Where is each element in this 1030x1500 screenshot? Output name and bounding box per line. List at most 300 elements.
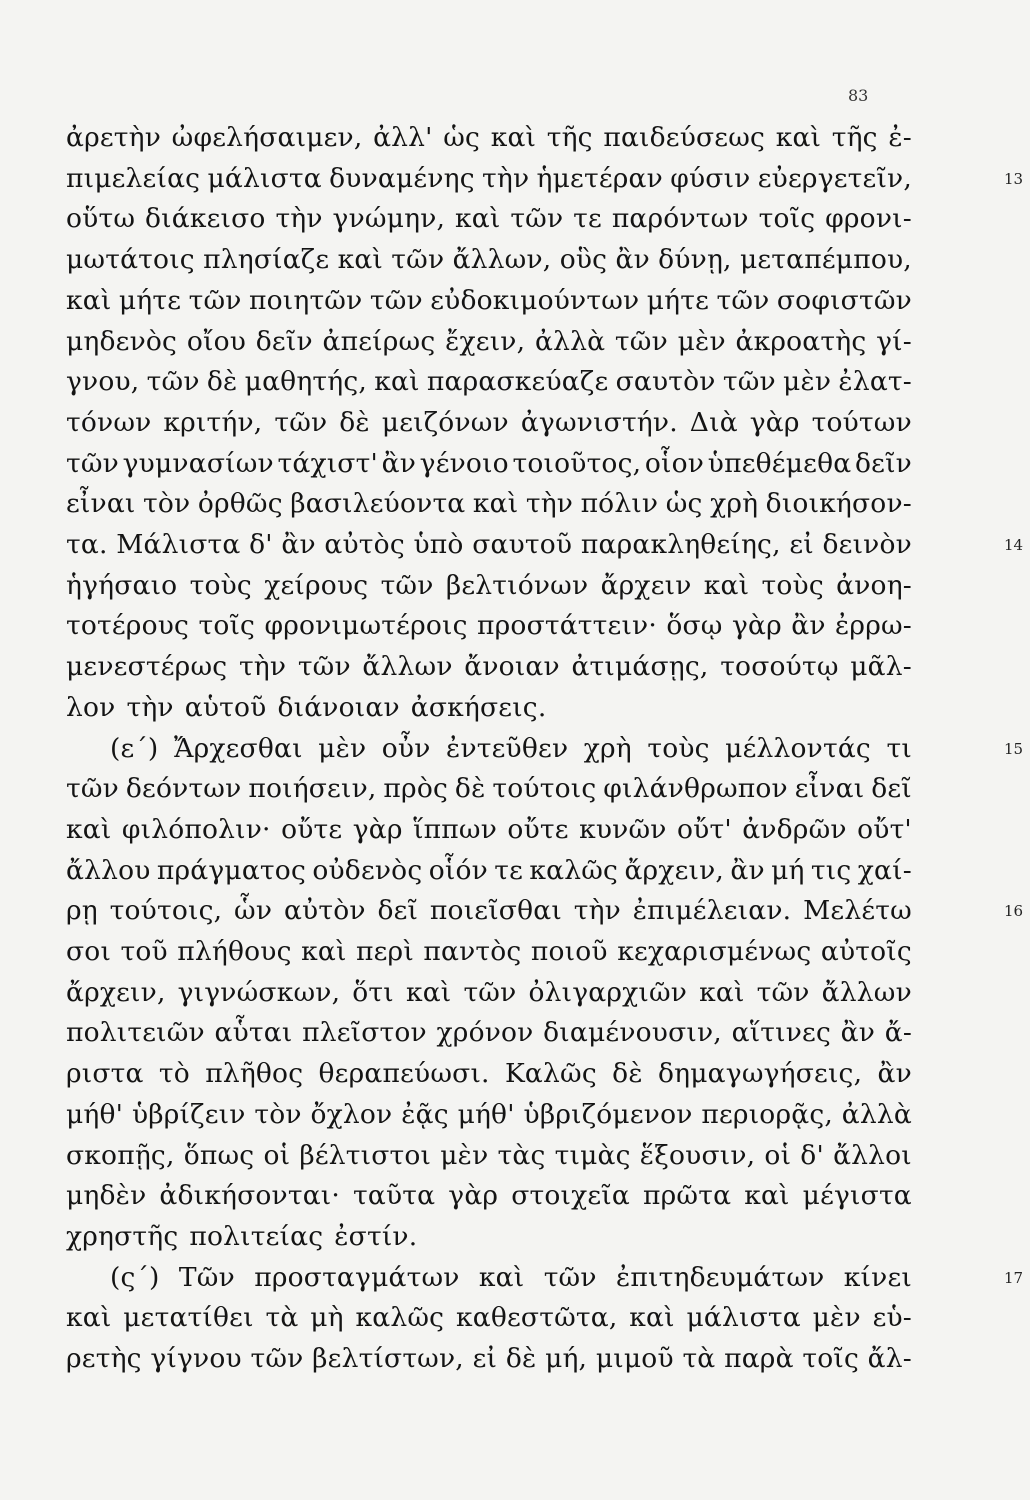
word: εὐεργετεῖν, <box>757 162 912 194</box>
word: καὶ <box>66 1302 112 1334</box>
word: ἀρετὴν <box>66 122 162 153</box>
word: περὶ <box>356 936 414 967</box>
word: αὐτὸς <box>324 529 405 560</box>
word: τῶν <box>369 284 423 316</box>
word: ἡμετέραν <box>536 162 663 194</box>
word: ἐστίν. <box>334 1220 418 1252</box>
word: τῶν <box>510 203 564 235</box>
word: ἄρχειν <box>600 569 692 601</box>
word: τις <box>810 854 852 886</box>
word: γνώμην, <box>332 203 446 235</box>
word: μὴ <box>310 1302 344 1334</box>
word: ἐ- <box>888 122 912 153</box>
word: πράγματος <box>156 854 306 886</box>
word: πλεῖστον <box>302 1017 427 1049</box>
word: εὑ- <box>872 1302 912 1334</box>
word: σοφιστῶν <box>776 284 912 316</box>
word: τῶν <box>716 284 770 316</box>
word: καθεστῶτα, <box>455 1302 618 1334</box>
word: ρετὴς <box>66 1343 142 1374</box>
text-line <box>66 769 912 809</box>
text-line <box>66 606 912 646</box>
word: τῆς <box>546 122 593 153</box>
word: καὶ <box>629 1302 675 1334</box>
word: μέγιστα <box>802 1180 912 1212</box>
text-line <box>66 1217 428 1257</box>
word: ἀτιμάσῃς, <box>571 651 709 683</box>
word: ἄλλοι <box>833 1139 912 1171</box>
word: ρῃ <box>66 895 98 927</box>
word: ὀρθῶς <box>197 488 283 520</box>
word: τοτέρους <box>66 610 190 642</box>
word: μᾶλ- <box>850 651 912 683</box>
word: ἂν <box>730 854 765 886</box>
word: τοὺς <box>761 569 824 601</box>
word: κεχαρισμένως <box>617 936 812 967</box>
word: οἷον <box>644 447 705 479</box>
word: καὶ <box>301 936 347 967</box>
word: παρὰ <box>724 1343 794 1374</box>
word: δὲ <box>454 773 486 805</box>
word: φύσιν <box>670 162 751 194</box>
word: παρασκεύαζε <box>426 366 609 398</box>
word: ἀκροατὴς <box>735 325 867 357</box>
word: ἀδικήσονται· <box>159 1180 341 1212</box>
word: τῶν <box>756 976 810 1008</box>
word: ἐρρω- <box>835 610 912 642</box>
text-line <box>66 851 912 891</box>
word: τῶν <box>463 976 517 1008</box>
word: παντὸς <box>423 936 522 967</box>
word: δὲ <box>505 1343 537 1374</box>
word: ἐντεῦθεν <box>446 732 569 764</box>
word: μάλιστα <box>686 1302 801 1334</box>
text-line <box>66 159 912 199</box>
word: τῶν <box>614 325 668 357</box>
word: τῶν <box>297 651 351 683</box>
word: τοὺς <box>189 569 252 601</box>
word: Ἄρχεσθαι <box>173 732 303 764</box>
word: εἰ <box>472 1343 498 1374</box>
word: τούτοις <box>492 773 597 805</box>
text-line <box>66 647 912 687</box>
word: ὑβριζόμενον <box>523 1098 693 1130</box>
word: τοῦ <box>120 936 168 967</box>
word: τὴν <box>238 651 287 683</box>
word: ἄλλου <box>66 854 151 886</box>
word: γένοιο <box>419 447 509 479</box>
word: οὐδενὸς <box>312 854 423 886</box>
word: τῶν <box>66 773 119 805</box>
word: ὄχλον <box>310 1098 393 1130</box>
word: δυναμένης <box>329 162 475 194</box>
word: καὶ <box>699 976 745 1008</box>
word: κριτήν, <box>163 406 263 438</box>
word: τῶν <box>66 447 119 479</box>
word: τῶν <box>380 569 434 601</box>
word: ἐπιτηδευμάτων <box>616 1261 825 1293</box>
word: διοικήσον- <box>765 488 912 520</box>
word: ἀνδρῶν <box>742 813 847 845</box>
text-line <box>66 973 912 1013</box>
word: ὡς <box>665 488 703 520</box>
section-number: 16 <box>1004 902 1024 921</box>
word: ὅσῳ <box>666 610 723 642</box>
word: ἂν <box>877 1058 912 1090</box>
word: ὅπως <box>183 1139 255 1171</box>
word: οἱ <box>263 1139 291 1171</box>
word: ἀσκήσεις. <box>410 691 547 723</box>
word: Μελέτω <box>803 895 912 927</box>
word: ἐᾷς <box>401 1098 449 1130</box>
word: γὰρ <box>448 1180 499 1212</box>
text-line <box>66 444 912 484</box>
word: εἶναι <box>794 773 865 805</box>
word: διάνοιαν <box>277 691 400 723</box>
word: τα. <box>66 529 108 560</box>
word: δ' <box>800 1139 824 1171</box>
word: δεῖ <box>871 773 912 805</box>
word: θεραπεύωσι. <box>318 1058 490 1090</box>
word: οὖν <box>381 732 431 764</box>
word: οἷόν <box>428 854 488 886</box>
text-line <box>66 322 912 362</box>
word: τῶν <box>722 366 776 398</box>
word: μάλιστα <box>207 162 322 194</box>
word: εἶναι <box>66 488 136 520</box>
word: τὸν <box>254 1098 302 1130</box>
word: ἄλλων <box>362 651 453 683</box>
page-number: 83 <box>848 86 869 105</box>
word: λον <box>66 691 116 723</box>
word: τοῖς <box>198 610 256 642</box>
word: τὴν <box>525 488 574 520</box>
word: τι <box>886 732 912 764</box>
word: ἐπιμέλειαν. <box>632 895 792 927</box>
word: Τῶν <box>178 1261 235 1293</box>
text-line <box>110 1258 912 1298</box>
word: οὔτ' <box>857 813 912 845</box>
word: μὲν <box>318 732 367 764</box>
word: πολιτειῶν <box>66 1017 205 1049</box>
text-line <box>66 810 912 850</box>
word: κυνῶν <box>579 813 667 845</box>
text-line <box>66 362 912 402</box>
word: καὶ <box>775 122 822 153</box>
word: οἴου <box>186 325 247 357</box>
word: αὑτοῦ <box>184 691 267 723</box>
text-line <box>66 403 912 443</box>
word: ποιεῖσθαι <box>429 895 562 927</box>
word: προστάττειν· <box>477 610 657 642</box>
text-line <box>110 729 912 769</box>
word: εἰ <box>789 529 814 560</box>
word: γί- <box>876 325 912 357</box>
word: τοιοῦτος, <box>512 447 642 479</box>
word: τῶν <box>250 1343 304 1374</box>
word: κίνει <box>843 1261 912 1293</box>
word: μὲν <box>677 325 726 357</box>
word: (ς΄) <box>110 1261 160 1293</box>
word: καλῶς <box>529 854 619 886</box>
word: τοὺς <box>647 732 710 764</box>
word: τῆς <box>831 122 878 153</box>
word: ὅτι <box>352 976 394 1008</box>
word: ἄλλων <box>821 976 912 1008</box>
word: ποιητῶν <box>249 284 363 316</box>
word: χρόνον <box>436 1017 534 1049</box>
word: μηδὲν <box>66 1180 147 1212</box>
text-line <box>66 484 912 524</box>
word: οὔτε <box>507 813 569 845</box>
word: καὶ <box>337 244 384 276</box>
word: μή, <box>545 1343 588 1374</box>
word: καὶ <box>744 1180 790 1212</box>
word: ἀπείρως <box>322 325 436 357</box>
word: μὲν <box>783 366 832 398</box>
word: μειζόνων <box>381 406 509 438</box>
word: μήθ' <box>66 1098 124 1130</box>
word: ὀλιγαρχιῶν <box>528 976 688 1008</box>
word: σαυτὸν <box>615 366 716 398</box>
word: μεταπέμπου, <box>739 244 912 276</box>
word: οὔτ' <box>677 813 732 845</box>
text-line <box>66 1095 912 1135</box>
word: περιορᾷς, <box>701 1098 833 1130</box>
word: ὠφελήσαιμεν, <box>171 122 363 153</box>
section-number: 17 <box>1004 1268 1024 1287</box>
word: διαμένουσιν, <box>543 1017 722 1049</box>
word: Διὰ <box>689 406 738 438</box>
word: γὰρ <box>749 406 800 438</box>
text-line <box>66 1339 912 1379</box>
word: δὲ <box>339 406 370 438</box>
word: σκοπῇς, <box>66 1139 175 1171</box>
word: δ' <box>249 529 273 560</box>
word: ἄ- <box>884 1017 912 1049</box>
word: μή <box>771 854 805 886</box>
word: δεινὸν <box>822 529 912 560</box>
word: χείρους <box>264 569 369 601</box>
word: οὕτω <box>66 203 136 235</box>
word: παρόντων <box>611 203 749 235</box>
word: καὶ <box>66 813 112 845</box>
section-number: 15 <box>1004 739 1024 758</box>
word: καὶ <box>66 284 112 316</box>
word: ριστα <box>66 1058 144 1090</box>
text-line <box>66 118 912 158</box>
word: τὴν <box>482 162 530 194</box>
word: ἔχειν, <box>445 325 526 357</box>
word: γυμνασίων <box>122 447 274 479</box>
word: τῶν <box>391 244 445 276</box>
word: καὶ <box>703 569 750 601</box>
text-line <box>66 688 557 728</box>
word: πρὸς <box>383 773 449 805</box>
word: τῶν <box>188 284 242 316</box>
word: καὶ <box>490 122 537 153</box>
word: προσταγμάτων <box>254 1261 460 1293</box>
word: παρακληθείης, <box>580 529 781 560</box>
word: τῶν <box>274 406 328 438</box>
word: δεόντων <box>125 773 242 805</box>
word: τὰς <box>497 1139 546 1171</box>
text-line <box>66 1013 912 1053</box>
word: ταῦτα <box>353 1180 436 1212</box>
word: αὐτοῖς <box>820 936 912 967</box>
word: καὶ <box>455 203 501 235</box>
word: μηδενὸς <box>66 325 178 357</box>
word: ἄνοιαν <box>464 651 560 683</box>
word: μήθ' <box>457 1098 515 1130</box>
text-line <box>66 525 912 565</box>
word: ἄρχειν, <box>66 976 166 1008</box>
word: οὓς <box>559 244 608 276</box>
word: τῶν <box>543 1261 597 1293</box>
section-number: 13 <box>1004 169 1024 188</box>
word: ἀλλὰ <box>534 325 606 357</box>
word: γνου, <box>66 366 140 398</box>
word: τοῖς <box>758 203 816 235</box>
word: ὧν <box>234 895 273 927</box>
text-line <box>66 566 912 606</box>
word: ἄλλων, <box>452 244 552 276</box>
word: γὰρ <box>352 813 403 845</box>
word: δύνῃ, <box>658 244 732 276</box>
word: ἕξουσιν, <box>639 1139 756 1171</box>
word: βελτίστων, <box>312 1343 464 1374</box>
word: εὐδοκιμούντων <box>430 284 640 316</box>
word: ἂν <box>840 1017 876 1049</box>
word: τὰ <box>265 1302 299 1334</box>
word: δὲ <box>206 366 238 398</box>
word: τῶν <box>146 366 200 398</box>
word: φρονι- <box>825 203 912 235</box>
word: πόλιν <box>580 488 659 520</box>
word: δεῖν <box>854 447 912 479</box>
word: ὑπεθέμεθα <box>707 447 852 479</box>
word: βέλτιστοι <box>299 1139 432 1171</box>
text-line <box>66 1136 912 1176</box>
word: σαυτοῦ <box>472 529 573 560</box>
word: φιλάνθρωπον <box>603 773 788 805</box>
word: οἱ <box>764 1139 792 1171</box>
word: αἵτινες <box>731 1017 832 1049</box>
word: καὶ <box>478 1261 525 1293</box>
text-line <box>66 932 912 972</box>
word: πλῆθος <box>205 1058 304 1090</box>
word: αὐτὸν <box>283 895 366 927</box>
word: πιμελείας <box>66 162 201 194</box>
word: Μάλιστα <box>116 529 241 560</box>
word: ποιήσειν, <box>248 773 377 805</box>
word: βελτιόνων <box>445 569 589 601</box>
word: ἵππων <box>413 813 498 845</box>
text-line <box>66 240 912 280</box>
word: καλῶς <box>355 1302 445 1334</box>
word: γὰρ <box>731 610 782 642</box>
word: χρὴ <box>710 488 759 520</box>
word: οὔτε <box>281 813 343 845</box>
word: τὰ <box>682 1343 716 1374</box>
word: τιμὰς <box>554 1139 631 1171</box>
word: τούτοις, <box>109 895 223 927</box>
word: ὑπὸ <box>413 529 464 560</box>
word: μήτε <box>646 284 710 316</box>
word: πλησίαζε <box>203 244 330 276</box>
word: ἂν <box>615 244 650 276</box>
word: δεῖ <box>377 895 419 927</box>
word: αὗται <box>214 1017 293 1049</box>
word: τόνων <box>66 406 152 438</box>
word: τὴν <box>126 691 174 723</box>
word: ἄρχειν, <box>624 854 725 886</box>
section-number: 14 <box>1004 536 1024 554</box>
word: τάχιστ' <box>277 447 378 479</box>
word: μιμοῦ <box>595 1343 674 1374</box>
word: γιγνώσκων, <box>177 976 341 1008</box>
word: ἂν <box>381 447 416 479</box>
word: ἡγήσαιο <box>66 569 178 601</box>
word: πλήθους <box>177 936 292 967</box>
text-line <box>66 281 912 321</box>
word: μετατίθει <box>123 1302 254 1334</box>
word: ἀλλ' <box>373 122 433 153</box>
text-line <box>66 1176 912 1216</box>
word: πρῶτα <box>643 1180 732 1212</box>
word: παιδεύσεως <box>603 122 766 153</box>
text-line <box>66 891 912 931</box>
word: ὡς <box>443 122 481 153</box>
word: τε <box>573 203 602 235</box>
text-line <box>66 1298 912 1338</box>
word: δημαγωγήσεις, <box>658 1058 863 1090</box>
word: δὲ <box>612 1058 643 1090</box>
word: τε <box>494 854 524 886</box>
word: χαί- <box>857 854 912 886</box>
word: δεῖν <box>255 325 313 357</box>
word: καὶ <box>405 976 452 1008</box>
word: μὲν <box>440 1139 489 1171</box>
word: μενεστέρως <box>66 651 228 683</box>
word: ἀλλὰ <box>841 1098 912 1130</box>
word: τὸν <box>143 488 191 520</box>
word: Καλῶς <box>504 1058 597 1090</box>
word: τούτων <box>811 406 912 438</box>
text-line <box>66 1054 912 1094</box>
word: μὲν <box>812 1302 861 1334</box>
word: καὶ <box>374 366 420 398</box>
word: ἀγωνιστήν. <box>520 406 678 438</box>
word: μωτάτοις <box>66 244 195 276</box>
word: (ε΄) <box>110 732 159 764</box>
word: μήτε <box>118 284 182 316</box>
word: χρὴ <box>583 732 632 764</box>
word: ἐλατ- <box>838 366 912 398</box>
word: καὶ <box>472 488 519 520</box>
text-line <box>66 199 912 239</box>
word: διάκεισο <box>145 203 266 235</box>
word: τοσούτῳ <box>720 651 839 683</box>
word: ἂν <box>281 529 316 560</box>
word: στοιχεῖα <box>511 1180 630 1212</box>
word: τὴν <box>275 203 323 235</box>
word: τὴν <box>573 895 621 927</box>
word: γίγνου <box>150 1343 242 1374</box>
word: ἀνοη- <box>836 569 912 601</box>
word: σοι <box>66 936 112 967</box>
word: ἂν <box>791 610 826 642</box>
